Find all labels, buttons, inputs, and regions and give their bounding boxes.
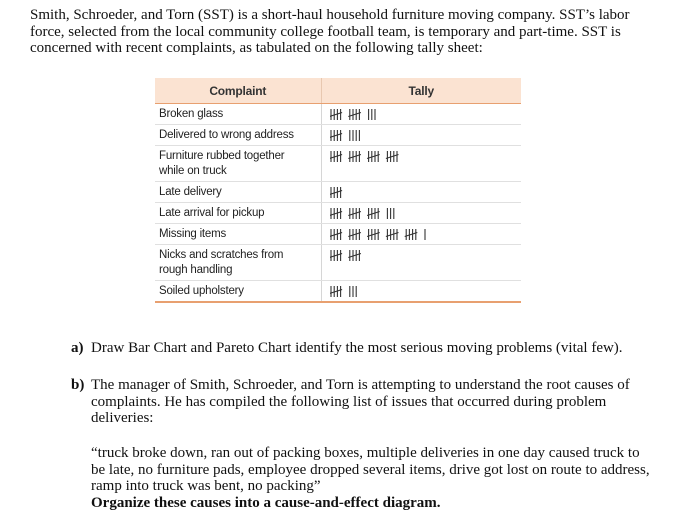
- tally-marks-icon: [330, 249, 372, 262]
- table-row: [155, 125, 521, 146]
- tally-marks-icon: [330, 186, 353, 199]
- complaint-cell: [155, 245, 321, 281]
- table-row: [155, 182, 521, 203]
- complaint-cell: [155, 125, 321, 146]
- complaint-cell: [155, 182, 321, 203]
- complaint-text: Late arrival for pickup: [159, 207, 265, 219]
- tally-marks-icon: [330, 150, 409, 163]
- table-row: [155, 203, 521, 224]
- table-row: [155, 224, 521, 245]
- question-b-label: b): [71, 377, 85, 393]
- tally-cell: [321, 146, 521, 182]
- complaint-cell: [155, 281, 321, 303]
- tally-marks-icon: [330, 108, 381, 121]
- tally-marks-icon: [330, 207, 400, 220]
- complaint-text: Delivered to wrong address: [159, 129, 294, 141]
- instruction-text: Organize these causes into a cause-and-effect diagram.: [91, 494, 441, 511]
- tally-marks-icon: [330, 228, 431, 241]
- table-row: [155, 104, 521, 125]
- complaint-text: Missing items: [159, 228, 227, 240]
- complaint-text: Soiled upholstery: [159, 285, 244, 297]
- causes-list-text: “truck broke down, ran out of packing boxes, multiple deliveries in one day caused truck to be late, no furniture pads, employee dropped several items, drive got lost on route to address, ramp into truck was bent, no packing”: [91, 445, 650, 494]
- complaint-text: Nicks and scratches from: [159, 249, 284, 261]
- intro-paragraph: Smith, Schroeder, and Torn (SST) is a short-haul household furniture moving company. SST’s labor force, selected from the local community college football team, is temporary and part-time. SST is concerned with recent complaints, as tabulated on the following tally sheet:: [30, 7, 630, 56]
- question-a-label: a): [71, 340, 84, 356]
- question-b-text: The manager of Smith, Schroeder, and Torn is attempting to understand the root causes of complaints. He has compiled the following list of issues that occurred during problem deliveries:: [91, 377, 630, 426]
- complaint-cell: [155, 146, 321, 182]
- causes-quote: [91, 445, 651, 511]
- tally-cell: [321, 104, 521, 125]
- tally-sheet-table: [155, 78, 521, 303]
- table-row: [155, 281, 521, 303]
- complaint-text: rough handling: [159, 264, 233, 276]
- table-row: [155, 146, 521, 182]
- tally-cell: [321, 281, 521, 303]
- complaint-cell: [155, 224, 321, 245]
- table-row: [155, 245, 521, 281]
- column-header-tally: Tally: [321, 78, 521, 104]
- complaint-text: Furniture rubbed together: [159, 150, 285, 162]
- question-a: [71, 340, 661, 357]
- tally-marks-icon: [330, 129, 366, 142]
- question-b: [71, 377, 661, 427]
- complaint-cell: [155, 104, 321, 125]
- tally-cell: [321, 224, 521, 245]
- complaint-cell: [155, 203, 321, 224]
- complaint-text: Broken glass: [159, 108, 224, 120]
- tally-cell: [321, 125, 521, 146]
- tally-cell: [321, 182, 521, 203]
- complaint-text: Late delivery: [159, 186, 222, 198]
- table-header-row: [155, 78, 521, 104]
- tally-marks-icon: [330, 285, 362, 298]
- tally-cell: [321, 245, 521, 281]
- question-a-text: Draw Bar Chart and Pareto Chart identify the most serious moving problems (vital few).: [91, 340, 623, 356]
- column-header-complaint: Complaint: [155, 78, 321, 104]
- complaint-text: while on truck: [159, 165, 227, 177]
- tally-cell: [321, 203, 521, 224]
